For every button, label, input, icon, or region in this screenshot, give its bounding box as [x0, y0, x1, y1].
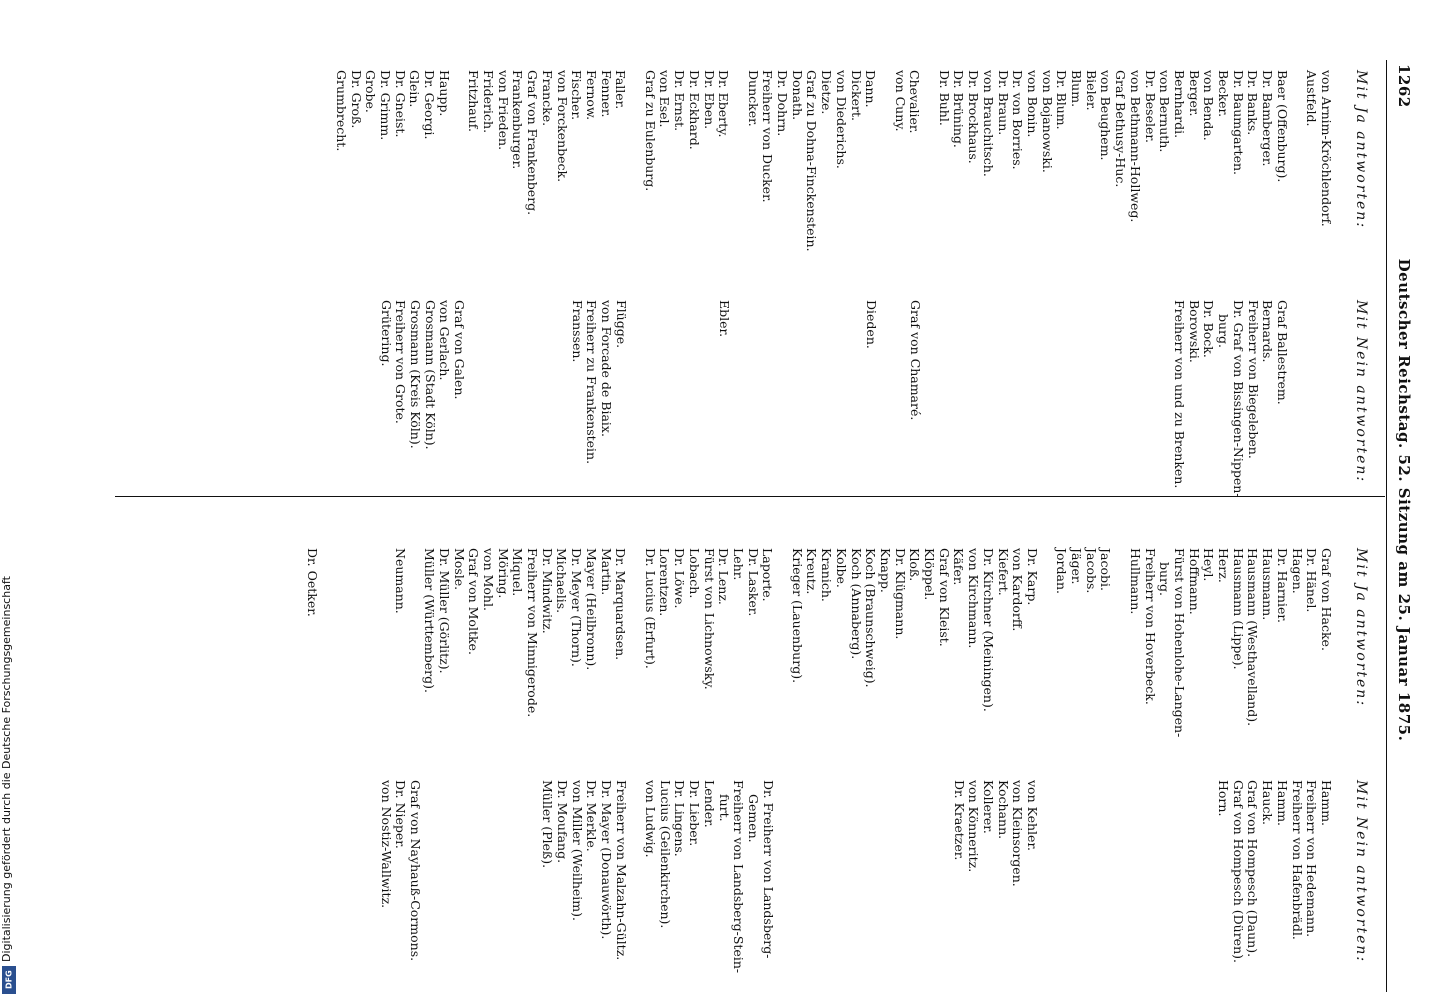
member-entry: Dr. Marquardsen. [613, 548, 629, 661]
member-entry [760, 300, 775, 498]
member-entry [804, 780, 819, 973]
member-entry: Fernow. [583, 70, 599, 121]
member-entry [936, 300, 951, 498]
member-entry [1127, 780, 1142, 973]
member-entry: Michaelis. [554, 548, 570, 614]
column-1-list [333, 70, 1333, 252]
member-entry: Dr. Eben. [701, 70, 717, 130]
member-entry [657, 300, 672, 498]
column-3-list [304, 548, 1333, 737]
member-entry: Dr. Mayer (Donauwörth). [598, 780, 614, 940]
member-entry: Graf von Hacke. [1319, 548, 1334, 651]
member-entry [848, 780, 863, 973]
member-entry [377, 548, 392, 737]
member-entry: Dr. Merkle. [584, 780, 600, 852]
member-entry: Dieden. [863, 300, 879, 349]
member-entry: Faller. [613, 70, 629, 110]
member-entry: Mayer (Heilbronn). [583, 548, 599, 671]
member-entry: Dr. Banks. [1245, 70, 1261, 136]
member-entry: Hamm. [1319, 780, 1334, 827]
member-entry: Flügge. [613, 300, 629, 349]
member-entry [701, 300, 716, 498]
column-1-heading: Mit Ja antworten: [1353, 70, 1369, 230]
member-entry: Dr. Eckhard. [686, 70, 702, 150]
member-entry [995, 300, 1010, 498]
member-entry: Möring. [495, 548, 511, 599]
member-entry: Ebler. [716, 300, 732, 338]
member-entry: Kranich. [819, 548, 835, 602]
member-entry: burg. [1216, 314, 1232, 349]
member-entry [348, 548, 363, 737]
member-entry: Franssen. [569, 300, 585, 363]
member-entry: Dr. Lingens. [672, 780, 688, 857]
member-entry: Blum. [1069, 70, 1085, 108]
member-entry [1083, 300, 1098, 498]
member-entry: Gemen. [745, 794, 761, 843]
member-entry: Duncker. [745, 70, 761, 127]
member-entry: Dr. Bock. [1201, 300, 1217, 358]
member-entry [936, 780, 951, 973]
member-entry [319, 548, 334, 737]
column-4-list [378, 780, 1333, 973]
member-entry [510, 300, 525, 498]
member-entry: Hausmann. [1260, 548, 1276, 621]
member-entry [1069, 300, 1084, 498]
member-entry [1142, 300, 1157, 498]
member-entry: Freiherr von Malzahn-Gültz. [613, 780, 629, 961]
member-entry [775, 780, 790, 973]
member-entry: Jordan. [1054, 548, 1070, 594]
member-entry [451, 70, 466, 252]
member-entry: Martin. [598, 548, 614, 596]
column-2-heading: Mit Nein antworten: [1353, 300, 1369, 484]
member-entry: Freiherr von Hoverbeck. [1142, 548, 1158, 705]
member-entry [451, 780, 466, 973]
member-entry: Lobach. [686, 548, 702, 599]
dfg-logo: DFG [2, 966, 16, 994]
member-entry: Dr. Ernst. [672, 70, 688, 132]
member-entry: Grütering. [378, 300, 394, 367]
member-entry: von Nostiz-Wallwitz. [378, 780, 394, 909]
member-entry [1069, 780, 1084, 973]
page-number: 1262 [1395, 64, 1413, 108]
member-entry: von Brauchitsch. [980, 70, 996, 177]
member-entry [554, 300, 569, 498]
member-entry: Jacobi. [1098, 548, 1114, 591]
member-entry: Dr. Grimm. [378, 70, 394, 141]
member-entry: Freiherr von Biegeleben. [1245, 300, 1261, 459]
member-entry: Baer (Offenburg). [1274, 70, 1290, 183]
member-entry: Donath. [789, 70, 805, 121]
member-entry [907, 780, 922, 973]
member-entry: Dr. Braun. [995, 70, 1011, 136]
member-entry [966, 300, 981, 498]
member-entry: Müller (Württemberg). [422, 548, 438, 693]
member-entry: Kochann. [995, 780, 1011, 840]
member-entry: Dr. Löwe. [672, 548, 688, 609]
member-entry [1039, 300, 1054, 498]
column-4-heading: Mit Nein antworten: [1353, 780, 1369, 964]
member-entry: von Forckenbeck. [554, 70, 570, 183]
member-entry: Freiherr von und zu Brenken. [1172, 300, 1188, 489]
column-2-list [378, 300, 1333, 498]
member-entry: Hoffmann. [1186, 548, 1202, 615]
member-entry: Herz. [1216, 548, 1232, 583]
funding-note [0, 0, 13, 1000]
member-entry [496, 300, 511, 498]
member-entry [774, 548, 789, 737]
member-entry: von Bojanowski. [1039, 70, 1055, 173]
member-entry: Dr. Nieper. [393, 780, 409, 849]
member-entry [495, 780, 510, 973]
member-entry: Jäger. [1069, 548, 1085, 585]
member-entry: Freiherr von Landsberg-Stein- [731, 780, 747, 974]
member-entry: Frankenburger. [510, 70, 526, 170]
member-entry [980, 300, 995, 498]
member-entry: Dr. von Borries. [1010, 70, 1026, 170]
member-entry: Graf von Hompesch (Daun). [1245, 780, 1261, 958]
member-entry: Graf von Moltke. [466, 548, 482, 655]
member-entry: Dr. Moufang. [554, 780, 570, 864]
member-entry: Knapp. [877, 548, 893, 593]
member-entry [481, 780, 496, 973]
member-entry: Grumbrecht. [333, 70, 349, 152]
member-entry [540, 300, 555, 498]
member-entry [1112, 548, 1127, 737]
member-entry [819, 780, 834, 973]
member-entry: von Beughem. [1098, 70, 1114, 161]
member-entry [437, 780, 452, 973]
member-entry: Horn. [1216, 780, 1232, 817]
member-entry [687, 300, 702, 498]
member-entry: Graf zu Eulenburg. [642, 70, 658, 192]
member-entry: Freiherr von Hedemann. [1304, 780, 1320, 938]
member-entry: Dr. Lenz. [716, 548, 732, 605]
member-entry [922, 300, 937, 498]
member-entry: von Kehler. [1025, 780, 1041, 852]
member-entry [863, 780, 878, 973]
member-entry: Dr. Kirchner (Meiningen). [980, 548, 996, 712]
member-entry: Graf von Nayhauß-Cormons. [407, 780, 423, 962]
member-entry: Dr. Harnier. [1274, 548, 1290, 623]
member-entry: von Ludwig. [643, 780, 659, 858]
member-entry: Lehr. [730, 548, 746, 581]
member-entry: Graf Bethusy-Huc. [1113, 70, 1129, 188]
member-entry [877, 780, 892, 973]
member-entry: Dickert. [848, 70, 864, 121]
member-entry: von Kirchmann. [966, 548, 982, 649]
member-entry [745, 300, 760, 498]
member-entry: Koch (Braunschweig). [863, 548, 879, 688]
member-entry: Dann. [863, 70, 879, 108]
member-entry: Dr. Groß. [348, 70, 364, 129]
member-entry [672, 300, 687, 498]
member-entry: Kiefert. [995, 548, 1011, 596]
member-entry: Lorentzen. [657, 548, 673, 617]
member-entry [1083, 780, 1098, 973]
member-entry: Fenner. [598, 70, 614, 118]
member-entry: Graf von Kleist. [936, 548, 952, 647]
member-entry: Laporte. [760, 548, 776, 602]
member-entry: Klöppel. [922, 548, 938, 601]
member-entry [628, 300, 643, 498]
member-entry [627, 70, 642, 252]
member-entry [525, 780, 540, 973]
member-entry: Graf von Galen. [452, 300, 468, 400]
member-entry: Neumann. [392, 548, 408, 614]
member-entry [1289, 300, 1304, 498]
member-entry: Miquel. [510, 548, 526, 597]
member-entry [1024, 300, 1039, 498]
member-entry: von Könneritz. [966, 780, 982, 873]
member-entry [1289, 70, 1304, 252]
member-entry: Heyl. [1201, 548, 1217, 582]
column-3-heading: Mit Ja antworten: [1353, 548, 1369, 708]
member-entry [1098, 300, 1113, 498]
member-entry [363, 548, 378, 737]
member-entry [1113, 300, 1128, 498]
member-entry [407, 548, 422, 737]
member-entry: Fürst von Hohenlohe-Langen- [1171, 548, 1187, 738]
member-entry [643, 300, 658, 498]
member-entry: Grosmann (Stadt Köln). [422, 300, 438, 450]
member-entry: Dr. Georgi. [422, 70, 438, 140]
member-entry: Freiherr zu Frankenstein. [584, 300, 600, 465]
member-entry [1201, 780, 1216, 973]
member-entry [525, 300, 540, 498]
member-entry: Hausmann (Lippe). [1230, 548, 1246, 670]
member-entry: Haupp. [436, 70, 452, 117]
member-entry: Bernards. [1260, 300, 1276, 363]
member-entry: Kollerer. [981, 780, 997, 834]
header-rule [1386, 60, 1387, 992]
member-entry: Borowski. [1186, 300, 1202, 363]
member-entry [1098, 780, 1113, 973]
member-entry: Graf von Chamaré. [907, 300, 923, 421]
member-entry: Dr. Freiherr von Landsberg- [760, 780, 776, 959]
member-entry [466, 780, 481, 973]
member-entry: furt. [716, 794, 732, 822]
member-entry [627, 548, 642, 737]
member-entry: Graf zu Dohna-Finckenstein. [804, 70, 820, 252]
member-entry: Dr. Baumgarten. [1230, 70, 1246, 175]
member-entry: Hamm. [1274, 780, 1290, 827]
member-entry: von Kardorff. [1010, 548, 1026, 632]
member-entry: Dr. Graf von Bissingen-Nippen- [1230, 300, 1246, 498]
member-entry: Hagen. [1289, 548, 1305, 594]
member-entry [1039, 548, 1054, 737]
member-entry [1010, 300, 1025, 498]
member-entry: Freiherr von Grote. [393, 300, 409, 424]
member-entry [628, 780, 643, 973]
member-entry: von Kleinsorgen. [1010, 780, 1026, 887]
member-entry: von Gerlach. [437, 300, 453, 381]
member-entry: von Bethmann-Hollweg. [1127, 70, 1143, 223]
member-entry: von Esel. [657, 70, 673, 128]
member-entry [775, 300, 790, 498]
member-entry: Dr. Lasker. [745, 548, 761, 617]
member-entry: Dr. Kraetzer. [951, 780, 967, 861]
member-entry: Dr. Bamberger. [1260, 70, 1276, 167]
member-entry: Krieger (Lauenburg). [789, 548, 805, 684]
member-entry: Freiherr von Ducker. [760, 70, 776, 203]
member-entry [481, 300, 496, 498]
member-entry: Graf Ballestrem. [1274, 300, 1290, 405]
member-entry [1039, 780, 1054, 973]
member-entry: Dr. Blum. [1054, 70, 1070, 130]
member-entry [1113, 780, 1128, 973]
member-entry [789, 780, 804, 973]
member-entry: Fritzhauf. [466, 70, 482, 132]
member-entry: von Frieden. [495, 70, 511, 151]
member-entry: Dr. Müller (Görlitz). [436, 548, 452, 674]
member-entry: Dr. Lucius (Erfurt). [642, 548, 658, 669]
member-entry: Mosle. [451, 548, 467, 591]
member-entry: Kloß. [907, 548, 923, 582]
member-entry: Dr. Dohrn. [775, 70, 791, 137]
member-entry: Jacobs. [1083, 548, 1099, 594]
member-entry [1157, 300, 1172, 498]
member-entry: Dr. Brockhaus. [966, 70, 982, 164]
member-entry: Grobe. [363, 70, 379, 113]
member-entry [1171, 780, 1186, 973]
member-entry: von Forcade de Biaix. [599, 300, 615, 437]
member-entry: von Bernuth. [1157, 70, 1173, 153]
member-entry: von Diederichs. [833, 70, 849, 169]
member-entry: Fürst von Lichnowsky. [701, 548, 717, 690]
member-entry: Dr. Eberty. [716, 70, 732, 138]
member-entry [333, 548, 348, 737]
member-entry: Austfeld. [1304, 70, 1320, 127]
member-entry: Bernhardi. [1171, 70, 1187, 139]
member-entry: Berger. [1186, 70, 1202, 117]
member-entry: Kolbe. [833, 548, 849, 588]
member-entry: Müller (Pleß). [540, 780, 556, 869]
member-entry: Hullmann. [1127, 548, 1143, 615]
member-entry [466, 300, 481, 498]
member-entry [1318, 300, 1333, 498]
member-entry [1054, 300, 1069, 498]
member-entry: Lucius (Geilenkirchen). [657, 780, 673, 929]
member-entry: Hausmann (Westhavelland). [1245, 548, 1261, 727]
member-entry: Dr. Karp. [1024, 548, 1040, 606]
left-margin [0, 0, 95, 1000]
member-entry: Grosmann (Kreis Köln). [408, 300, 424, 449]
member-entry: Kreutz. [804, 548, 820, 595]
member-entry: von Benda. [1201, 70, 1217, 141]
member-entry: Glein. [407, 70, 423, 108]
member-entry: Dr. Meyer (Thorn). [569, 548, 585, 667]
member-entry [1186, 780, 1201, 973]
member-entry [892, 300, 907, 498]
member-entry [1054, 780, 1069, 973]
member-entry: Becker. [1216, 70, 1232, 118]
member-entry: Dietze. [819, 70, 835, 115]
member-entry: Dr. Mindwitz. [539, 548, 555, 634]
member-entry: Käfer. [951, 548, 967, 586]
funding-note-text: Digitalisierung gefördert durch die Deutsche Forschungsgemeinschaft [0, 576, 13, 962]
member-entry: Dr. Hänel. [1304, 548, 1320, 613]
member-entry [848, 300, 863, 498]
member-entry: Chevalier. [907, 70, 923, 134]
member-entry [789, 300, 804, 498]
member-entry [1304, 300, 1319, 498]
member-entry: von Cuny. [892, 70, 908, 132]
member-entry: Friderich. [481, 70, 496, 134]
member-entry [1127, 300, 1142, 498]
member-entry [819, 300, 834, 498]
member-entry: Dr. Buhl. [936, 70, 952, 126]
member-entry [833, 300, 848, 498]
member-entry: von Mohl. [480, 548, 496, 611]
member-entry: Freiherr von Hafenbrädl. [1289, 780, 1305, 940]
member-entry [1157, 780, 1172, 973]
member-entry [510, 780, 525, 973]
member-entry [422, 780, 437, 973]
member-entry [922, 780, 937, 973]
member-entry: von Miller (Weilheim). [569, 780, 585, 921]
member-entry: Koch (Annaberg). [848, 548, 864, 660]
member-entry: Hauck. [1260, 780, 1276, 825]
member-entry: Dr. Lieber. [687, 780, 703, 847]
member-entry: Dr. Klügmann. [892, 548, 908, 640]
member-entry [1142, 780, 1157, 973]
member-entry: Graf von Frankenberg. [525, 70, 541, 216]
page-title: Deutscher Reichstag. 52. Sitzung am 25. Januar 1875. [1395, 258, 1413, 742]
member-entry: Lender. [701, 780, 717, 828]
member-entry [804, 300, 819, 498]
member-entry [877, 70, 892, 252]
member-entry [731, 300, 746, 498]
member-entry: von Bonin. [1024, 70, 1040, 138]
member-entry: Fischer. [569, 70, 585, 121]
member-entry: Graf von Hompesch (Düren). [1230, 780, 1246, 963]
member-entry: Bieler. [1083, 70, 1099, 111]
member-entry [951, 300, 966, 498]
member-entry: Dr. Oetker. [304, 548, 320, 617]
member-entry [921, 70, 936, 252]
rotated-document-page [95, 0, 1425, 1000]
member-entry: Dr. Brüning. [951, 70, 967, 148]
member-entry [892, 780, 907, 973]
member-entry: burg. [1157, 562, 1173, 597]
member-entry [878, 300, 893, 498]
member-entry [730, 70, 745, 252]
member-entry: Francke. [539, 70, 555, 127]
member-entry: von Arnim-Kröchlendorf. [1319, 70, 1334, 227]
member-entry: Dr. Beseler. [1142, 70, 1158, 143]
member-entry: Freiherr von Minnigerode. [525, 548, 541, 718]
member-entry [833, 780, 848, 973]
member-entry: Dr. Gneist. [392, 70, 408, 138]
